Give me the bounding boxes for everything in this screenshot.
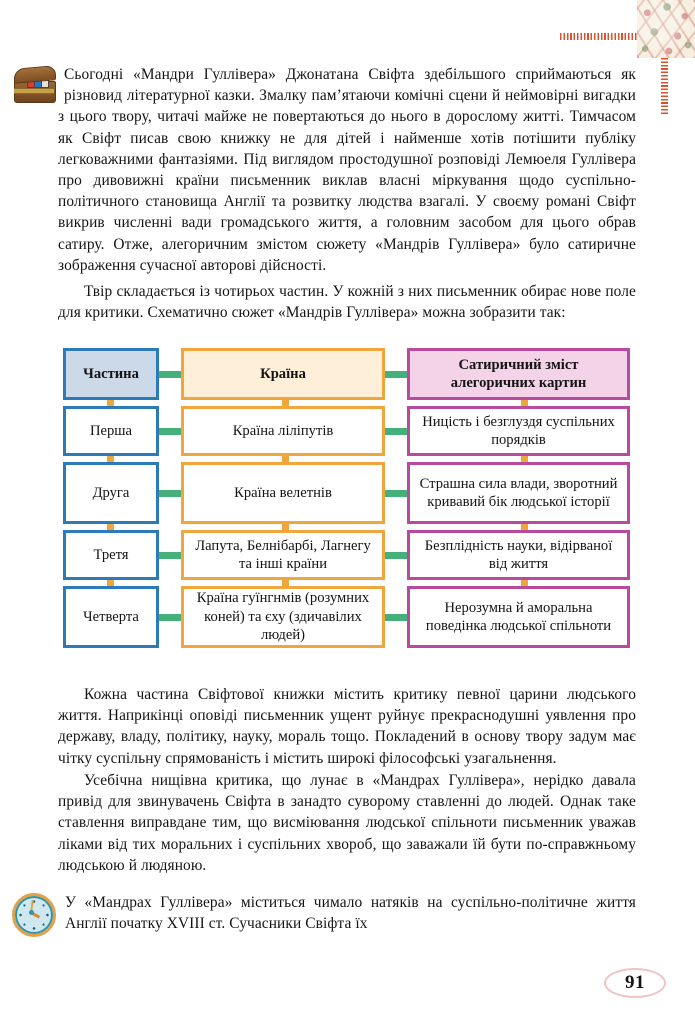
diagram-cell-part: Третя — [63, 530, 159, 580]
paragraph-4: Усебічна нищівна критика, що лунає в «Мандрах Гуллівера», нерідко давала привід для звинувачень Свіфта в занадто суворому ставленні до людей. Однак таке ставлення виправдане тим, що висміювання людської спільноти письменник уважав ліками від тих моральних і суспільних хвороб, що заважали їй бути по-справжньому людською й людяною. — [58, 772, 636, 874]
paragraph-3: Кожна частина Свіфтової книжки містить критику певної царини людського життя. Наприкінці оповіді письменник ущент руйнує прекраснодушні уявлення про державу, владу, політику, науку, мораль тощо. Покладений в основу твору задум має чітку суспільну спрямованість і містить широкі філософські узагальнення. — [58, 686, 636, 767]
diagram-header-row — [63, 348, 633, 400]
diagram-header-country: Країна — [181, 348, 385, 400]
diagram-cell-country: Країна ліліпутів — [181, 406, 385, 456]
diagram-cell-country: Лапута, Белнібарбі, Лагнегу та інші країни — [181, 530, 385, 580]
connector-horizontal — [159, 490, 181, 497]
diagram-header-satire: Сатиричний зміст алегоричних картин — [407, 348, 630, 400]
striped-rule-vertical-icon — [661, 58, 668, 114]
diagram-header-part: Частина — [63, 348, 159, 400]
diagram-cell-satire: Страшна сила влади, зворотний кривавий бік людської історії — [407, 462, 630, 524]
connector-horizontal — [159, 371, 181, 378]
paragraph-block-3 — [58, 684, 636, 769]
diagram-row — [63, 586, 633, 648]
connector-horizontal — [159, 552, 181, 559]
diagram-cell-country: Країна гуїнгнмів (розумних коней) та єху (здичавілих людей) — [181, 586, 385, 648]
floral-ornament-top-right-icon — [637, 0, 695, 58]
striped-rule-horizontal-icon — [560, 33, 637, 40]
connector-horizontal — [159, 614, 181, 621]
paragraph-2: Твір складається із чотирьох частин. У кожній з них письменник обирає нове поле для критики. Схематично сюжет «Мандрів Гуллівера» можна зобразити так: — [58, 283, 636, 322]
gulliver-structure-diagram — [63, 348, 633, 654]
paragraph-5: У «Мандрах Гуллівера» міститься чимало натяків на суспільно-політичне життя Англії початку XVIII ст. Сучасники Свіфта їх — [65, 894, 636, 933]
diagram-cell-satire: Ницість і безглуздя суспільних порядків — [407, 406, 630, 456]
connector-horizontal — [159, 428, 181, 435]
diagram-cell-satire: Нерозумна й аморальна поведінка людської спільноти — [407, 586, 630, 648]
diagram-cell-country: Країна велетнів — [181, 462, 385, 524]
paragraph-block-1 — [58, 64, 636, 276]
diagram-row — [63, 530, 633, 580]
connector-horizontal — [385, 490, 407, 497]
connector-horizontal — [385, 614, 407, 621]
diagram-cell-part: Друга — [63, 462, 159, 524]
treasure-chest-icon — [12, 66, 56, 102]
paragraph-1: Сьогодні «Мандри Гуллівера» Джонатана Свіфта здебільшого сприймаються як різновид літературної казки. Змалку пам’ятаючи комічні сцени й неймовірні вигадки з цього твору, читачі майже не повертаються до нього в дорослому житті. Тимчасом як Свіфт писав свою книжку не для дітей і найменше хотів потішити публіку легковажними фантазіями. Під виглядом простодушної розповіді Лемюеля Гуллівера про дивовижні країни письменник виклав власні міркування щодо суспільно-політичного становища Англії та розвитку людства взагалі. У своєму романі Свіфт викрив численні вади громадського життя, а головним засобом для цього обрав сатиру. Отже, алегоричним змістом сюжету «Мандрів Гуллівера» було сатиричне зображення сучасної авторові дійсності. — [58, 66, 636, 274]
page-number-badge — [604, 968, 666, 998]
clock-icon — [12, 893, 56, 937]
diagram-cell-part: Перша — [63, 406, 159, 456]
diagram-cell-part: Четверта — [63, 586, 159, 648]
connector-horizontal — [385, 552, 407, 559]
connector-horizontal — [385, 428, 407, 435]
paragraph-block-4 — [58, 770, 636, 876]
diagram-cell-satire: Безплідність науки, відірваної від життя — [407, 530, 630, 580]
paragraph-block-2 — [58, 281, 636, 323]
diagram-row — [63, 462, 633, 524]
connector-horizontal — [385, 371, 407, 378]
paragraph-block-5 — [58, 892, 636, 937]
diagram-row — [63, 406, 633, 456]
page-number: 91 — [625, 972, 645, 993]
